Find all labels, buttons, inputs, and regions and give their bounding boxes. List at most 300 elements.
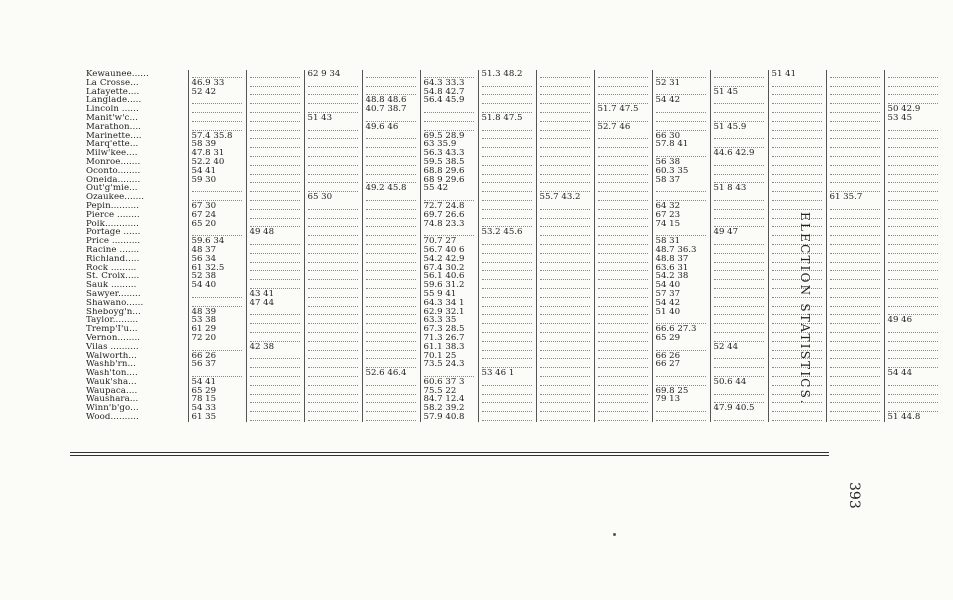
dotted-leader-cell [478, 308, 536, 317]
dotted-leader [308, 229, 358, 236]
dotted-leader [540, 414, 590, 421]
dotted-leader [714, 264, 764, 271]
dotted-leader-cell [362, 193, 420, 202]
dotted-leader [192, 106, 242, 113]
dotted-leader-cell [362, 360, 420, 369]
percentage-cell: 56.7 40 6 [420, 246, 478, 255]
dotted-leader [772, 300, 822, 307]
percentage-cell: 64 32 [652, 202, 710, 211]
dotted-leader-cell [536, 413, 594, 422]
dotted-leader [830, 414, 880, 421]
dotted-leader [192, 124, 242, 131]
dotted-leader-cell [826, 281, 884, 290]
dotted-leader [540, 388, 590, 395]
dotted-leader-cell [594, 369, 652, 378]
dotted-leader-cell [304, 264, 362, 273]
dotted-leader-cell [304, 413, 362, 422]
dotted-leader [540, 238, 590, 245]
county-name: Walworth... [86, 351, 137, 361]
dotted-leader [482, 291, 532, 298]
dotted-leader [598, 335, 648, 342]
dotted-leader-cell [768, 308, 826, 317]
dotted-leader [424, 370, 474, 377]
dotted-leader-cell [710, 299, 768, 308]
percentage-cell: 51 8 43 [710, 184, 768, 193]
table-row [70, 193, 942, 202]
dotted-leader [772, 238, 822, 245]
dotted-leader-cell [652, 316, 710, 325]
percentage-cell: 52 42 [188, 88, 246, 97]
dotted-leader-cell [304, 272, 362, 281]
dotted-leader [714, 220, 764, 227]
dotted-leader-cell [826, 123, 884, 132]
dotted-leader [772, 194, 822, 201]
dotted-leader-cell [826, 79, 884, 88]
dotted-leader [714, 361, 764, 368]
percentage-cell: 57.8 41 [652, 140, 710, 149]
dotted-leader-cell [768, 387, 826, 396]
percentage-cell: 56 37 [188, 360, 246, 369]
percentage-cell: 54 42 [652, 299, 710, 308]
dotted-leader [366, 176, 416, 183]
dotted-leader-cell [420, 193, 478, 202]
dotted-leader [540, 344, 590, 351]
table-row [70, 79, 942, 88]
dotted-leader [598, 370, 648, 377]
dotted-leader [830, 159, 880, 166]
dotted-leader [482, 141, 532, 148]
dotted-leader-cell [246, 158, 304, 167]
dotted-leader-cell [246, 114, 304, 123]
dotted-leader-cell [246, 220, 304, 229]
dotted-leader [250, 203, 300, 210]
percentage-cell: 49 47 [710, 228, 768, 237]
percentage-cell: 52 44 [710, 343, 768, 352]
dotted-leader-cell [826, 272, 884, 281]
dotted-leader [888, 168, 939, 175]
dotted-leader-cell [188, 228, 246, 237]
percentage-cell: 43 41 [246, 290, 304, 299]
dotted-leader-cell [304, 176, 362, 185]
dotted-leader [888, 291, 939, 298]
dotted-leader-cell [536, 88, 594, 97]
percentage-cell: 66 30 [652, 132, 710, 141]
dotted-leader [424, 71, 474, 78]
dotted-leader [598, 141, 648, 148]
dotted-leader [250, 212, 300, 219]
percentage-cell: 54 41 [188, 378, 246, 387]
dotted-leader-cell [536, 255, 594, 264]
dotted-leader [250, 115, 300, 122]
percentage-cell: 65 29 [188, 387, 246, 396]
dotted-leader [250, 106, 300, 113]
dotted-leader-cell [594, 334, 652, 343]
dotted-leader-cell [246, 184, 304, 193]
percentage-cell: 49 46 [884, 316, 942, 325]
dotted-leader-cell [768, 316, 826, 325]
dotted-leader [308, 176, 358, 183]
dotted-leader-cell [536, 404, 594, 413]
dotted-leader-cell [884, 158, 942, 167]
dotted-leader-cell [652, 228, 710, 237]
dotted-leader-cell [536, 369, 594, 378]
dotted-leader [482, 168, 532, 175]
dotted-leader-cell [362, 149, 420, 158]
percentage-cell: 67 24 [188, 211, 246, 220]
dotted-leader [830, 256, 880, 263]
dotted-leader-cell [304, 334, 362, 343]
percentage-cell: 51 45 [710, 88, 768, 97]
county-name: Manit'w'c... [86, 113, 138, 123]
dotted-leader [366, 247, 416, 254]
dotted-leader-cell [768, 352, 826, 361]
dotted-leader [714, 159, 764, 166]
dotted-leader [250, 308, 300, 315]
dotted-leader [888, 388, 939, 395]
dotted-leader [772, 141, 822, 148]
county-name: Oconto........ [86, 166, 141, 176]
dotted-leader-cell [478, 158, 536, 167]
dotted-leader [714, 300, 764, 307]
dotted-leader [772, 361, 822, 368]
dotted-leader [598, 212, 648, 219]
percentage-cell: 67.4 30.2 [420, 264, 478, 273]
dotted-leader-cell [362, 167, 420, 176]
table-row [70, 132, 942, 141]
dotted-leader [656, 185, 706, 192]
dotted-leader [888, 379, 939, 386]
dotted-leader-cell [594, 88, 652, 97]
dotted-leader-cell [652, 114, 710, 123]
dotted-leader-cell [710, 316, 768, 325]
dotted-leader [656, 88, 706, 95]
percentage-cell: 50.6 44 [710, 378, 768, 387]
dotted-leader-cell [536, 325, 594, 334]
dotted-leader [772, 273, 822, 280]
dotted-leader [366, 379, 416, 386]
dotted-leader [714, 317, 764, 324]
dotted-leader [366, 388, 416, 395]
percentage-cell: 69.7 26.6 [420, 211, 478, 220]
dotted-leader-cell [362, 246, 420, 255]
dotted-leader-cell [304, 149, 362, 158]
dotted-leader [598, 273, 648, 280]
dotted-leader-cell [826, 211, 884, 220]
dotted-leader-cell [710, 70, 768, 79]
dotted-leader-cell [826, 202, 884, 211]
dotted-leader [250, 176, 300, 183]
dotted-leader-cell [710, 264, 768, 273]
dotted-leader-cell [652, 404, 710, 413]
dotted-leader-cell [304, 228, 362, 237]
dotted-leader-cell [246, 193, 304, 202]
dotted-leader-cell [710, 158, 768, 167]
percentage-cell: 59.5 38.5 [420, 158, 478, 167]
dotted-leader-cell [768, 193, 826, 202]
dotted-leader [308, 185, 358, 192]
dotted-leader [308, 247, 358, 254]
dotted-leader-cell [768, 105, 826, 114]
dotted-leader [714, 97, 764, 104]
dotted-leader [482, 80, 532, 87]
dotted-leader-cell [478, 360, 536, 369]
dotted-leader-cell [246, 132, 304, 141]
dotted-leader-cell [478, 387, 536, 396]
dotted-leader-cell [246, 352, 304, 361]
dotted-leader-cell [710, 140, 768, 149]
dotted-leader-cell [826, 352, 884, 361]
dotted-leader-cell [304, 132, 362, 141]
dotted-leader [714, 308, 764, 315]
dotted-leader-cell [710, 360, 768, 369]
percentage-cell: 59 30 [188, 176, 246, 185]
dotted-leader-cell [884, 264, 942, 273]
dotted-leader-cell [826, 395, 884, 404]
table-row [70, 140, 942, 149]
dotted-leader [482, 308, 532, 315]
percentage-cell: 52 38 [188, 272, 246, 281]
dotted-leader-cell [710, 334, 768, 343]
percentage-cell: 56.1 40.6 [420, 272, 478, 281]
dotted-leader [772, 308, 822, 315]
dotted-leader-cell [710, 352, 768, 361]
dotted-leader [366, 141, 416, 148]
dotted-leader-cell [478, 105, 536, 114]
county-name: Pierce ........ [86, 210, 140, 220]
dotted-leader-cell [420, 369, 478, 378]
dotted-leader-cell [420, 114, 478, 123]
percentage-cell: 53 38 [188, 316, 246, 325]
dotted-leader-cell [478, 316, 536, 325]
dotted-leader-cell [884, 334, 942, 343]
dotted-leader [772, 176, 822, 183]
dotted-leader-cell [768, 272, 826, 281]
dotted-leader-cell [362, 308, 420, 317]
dotted-leader [772, 220, 822, 227]
dotted-leader-cell [884, 299, 942, 308]
dotted-leader [656, 370, 706, 377]
dotted-leader-cell [304, 360, 362, 369]
dotted-leader-cell [652, 184, 710, 193]
dotted-leader [888, 229, 939, 236]
county-name: Marinette.... [86, 131, 142, 141]
dotted-leader [308, 141, 358, 148]
percentage-cell: 52.6 46.4 [362, 369, 420, 378]
dotted-leader [250, 132, 300, 139]
dotted-leader-cell [710, 281, 768, 290]
percentage-cell: 51.3 48.2 [478, 70, 536, 79]
dotted-leader-cell [826, 378, 884, 387]
dotted-leader-cell [884, 149, 942, 158]
dotted-leader [830, 282, 880, 289]
dotted-leader-cell [594, 264, 652, 273]
dotted-leader [308, 396, 358, 403]
dotted-leader [598, 291, 648, 298]
dotted-leader [888, 150, 939, 157]
dotted-leader [250, 317, 300, 324]
dotted-leader [598, 256, 648, 263]
dotted-leader [656, 115, 706, 122]
dotted-leader [308, 256, 358, 263]
dotted-leader [540, 203, 590, 210]
percentage-cell: 54 40 [188, 281, 246, 290]
dotted-leader-cell [594, 193, 652, 202]
dotted-leader-cell [594, 413, 652, 422]
dotted-leader [366, 80, 416, 87]
county-name: La Crosse... [86, 78, 139, 88]
dotted-leader-cell [304, 290, 362, 299]
dotted-leader [192, 194, 242, 201]
dotted-leader-cell [768, 290, 826, 299]
dotted-leader-cell [478, 334, 536, 343]
dotted-leader [656, 106, 706, 113]
dotted-leader-cell [652, 149, 710, 158]
dotted-leader-cell [884, 404, 942, 413]
percentage-cell: 74.8 23.3 [420, 220, 478, 229]
dotted-leader-cell [768, 228, 826, 237]
dotted-leader [250, 370, 300, 377]
dotted-leader-cell [536, 176, 594, 185]
dotted-leader [366, 88, 416, 95]
percentage-cell: 55 42 [420, 184, 478, 193]
county-name: Sawyer........ [86, 289, 141, 299]
dotted-leader [714, 106, 764, 113]
percentage-cell: 56 38 [652, 158, 710, 167]
dotted-leader-cell [478, 184, 536, 193]
dotted-leader [598, 168, 648, 175]
dotted-leader [598, 97, 648, 104]
dotted-leader-cell [884, 176, 942, 185]
dotted-leader-cell [768, 167, 826, 176]
dotted-leader-cell [536, 228, 594, 237]
dotted-leader [482, 396, 532, 403]
dotted-leader [308, 264, 358, 271]
dotted-leader [192, 370, 242, 377]
dotted-leader [250, 141, 300, 148]
dotted-leader [830, 308, 880, 315]
dotted-leader [250, 238, 300, 245]
dotted-leader [250, 247, 300, 254]
dotted-leader-cell [304, 105, 362, 114]
percentage-cell: 48 37 [188, 246, 246, 255]
dotted-leader-cell [246, 246, 304, 255]
dotted-leader-cell [478, 79, 536, 88]
dotted-leader-cell [710, 237, 768, 246]
dotted-leader-cell [362, 79, 420, 88]
dotted-leader-cell [188, 343, 246, 352]
dotted-leader [250, 405, 300, 412]
dotted-leader [308, 308, 358, 315]
dotted-leader-cell [594, 96, 652, 105]
dotted-leader-cell [710, 325, 768, 334]
dotted-leader [308, 88, 358, 95]
dotted-leader [772, 264, 822, 271]
percentage-cell: 65 30 [304, 193, 362, 202]
dotted-leader-cell [478, 352, 536, 361]
dotted-leader [888, 256, 939, 263]
dotted-leader-cell [884, 387, 942, 396]
dotted-leader-cell [304, 352, 362, 361]
dotted-leader-cell [362, 413, 420, 422]
percentage-cell: 59.6 34 [188, 237, 246, 246]
dotted-leader-cell [246, 167, 304, 176]
dotted-leader [772, 335, 822, 342]
dotted-leader-cell [710, 395, 768, 404]
dotted-leader-cell [768, 176, 826, 185]
county-name: Waupaca.... [86, 386, 138, 396]
dotted-leader-cell [594, 132, 652, 141]
dotted-leader [366, 326, 416, 333]
percentage-cell: 62.9 32.1 [420, 308, 478, 317]
dotted-leader [830, 185, 880, 192]
dotted-leader-cell [246, 176, 304, 185]
dotted-leader [772, 317, 822, 324]
dotted-leader-cell [594, 395, 652, 404]
dotted-leader [714, 80, 764, 87]
dotted-leader [482, 344, 532, 351]
dotted-leader-cell [246, 211, 304, 220]
percentage-cell: 67.3 28.5 [420, 325, 478, 334]
county-name: Ozaukee....... [86, 193, 145, 202]
dotted-leader-cell [362, 404, 420, 413]
dotted-leader-cell [884, 167, 942, 176]
dotted-leader-cell [594, 308, 652, 317]
dotted-leader-cell [246, 360, 304, 369]
dotted-leader [656, 229, 706, 236]
dotted-leader-cell [594, 211, 652, 220]
dotted-leader [482, 300, 532, 307]
dotted-leader-cell [710, 79, 768, 88]
percentage-cell: 51.7 47.5 [594, 105, 652, 114]
dotted-leader [656, 379, 706, 386]
dotted-leader [308, 97, 358, 104]
dotted-leader-cell [594, 404, 652, 413]
dotted-leader [482, 203, 532, 210]
dotted-leader-cell [362, 395, 420, 404]
dotted-leader [772, 396, 822, 403]
dotted-leader-cell [594, 114, 652, 123]
county-name: Racine ....... [86, 245, 140, 255]
table-row [70, 88, 942, 97]
county-name: Oneida........ [86, 175, 141, 185]
county-name: Monroe....... [86, 157, 141, 167]
dotted-leader [598, 80, 648, 87]
dotted-leader [772, 203, 822, 210]
dotted-leader [366, 335, 416, 342]
county-name: Lincoln ...... [86, 105, 139, 114]
dotted-leader-cell [594, 246, 652, 255]
dotted-leader [830, 300, 880, 307]
dotted-leader-cell [420, 228, 478, 237]
percentage-cell: 61 32.5 [188, 264, 246, 273]
dotted-leader [540, 141, 590, 148]
dotted-leader [250, 168, 300, 175]
dotted-leader-cell [246, 387, 304, 396]
dotted-leader [366, 220, 416, 227]
county-name: Marq'ette... [86, 140, 139, 150]
dotted-leader-cell [710, 132, 768, 141]
dotted-leader [830, 273, 880, 280]
county-name: Wood.......... [86, 413, 139, 422]
percentage-cell: 54 42 [652, 96, 710, 105]
dotted-leader-cell [362, 202, 420, 211]
dotted-leader-cell [304, 184, 362, 193]
dotted-leader-cell [362, 378, 420, 387]
dotted-leader [250, 352, 300, 359]
dotted-leader-cell [362, 228, 420, 237]
dotted-leader-cell [768, 395, 826, 404]
percentage-cell: 58 31 [652, 237, 710, 246]
